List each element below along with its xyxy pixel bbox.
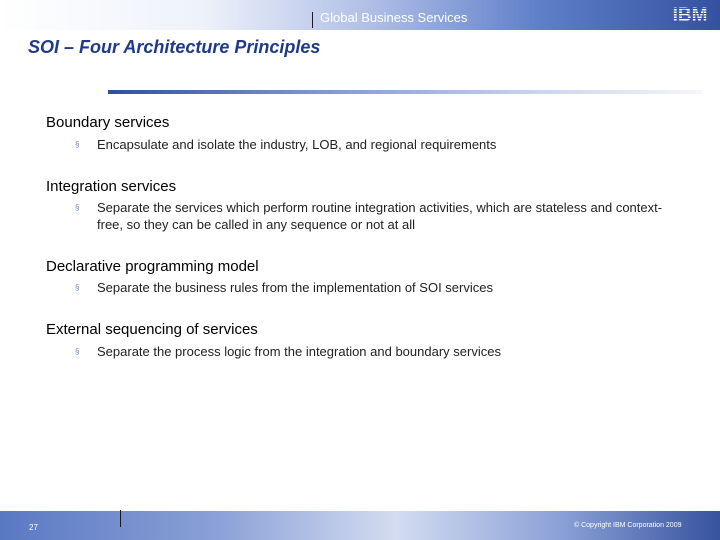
section-point: Encapsulate and isolate the industry, LOB, and regional requirements xyxy=(97,137,497,152)
section-point: Separate the business rules from the implementation of SOI services xyxy=(97,280,493,295)
section-heading-external: External sequencing of services xyxy=(46,321,258,338)
bullet-icon: § xyxy=(75,140,80,149)
title-underline xyxy=(108,90,702,94)
footer-divider xyxy=(120,510,121,527)
section-point: Separate the process logic from the integration and boundary services xyxy=(97,344,501,359)
section-heading-integration: Integration services xyxy=(46,178,177,195)
section-heading-boundary: Boundary services xyxy=(46,114,170,131)
section-point: Separate the services which perform routine integration activities, which are stateless and context-free, so they can be called in any sequence or not at all xyxy=(97,200,663,232)
ibm-logo-icon xyxy=(666,4,714,24)
page-number: 27 xyxy=(29,523,38,532)
svg-text:IBM: IBM xyxy=(672,5,708,24)
header-divider xyxy=(312,12,313,28)
bullet-icon: § xyxy=(75,347,80,356)
bullet-icon: § xyxy=(75,203,80,212)
bullet-icon: § xyxy=(75,283,80,292)
division-label: Global Business Services xyxy=(320,10,468,25)
section-heading-declarative: Declarative programming model xyxy=(46,258,259,275)
slide-title: SOI – Four Architecture Principles xyxy=(28,37,321,57)
copyright-notice: © Copyright IBM Corporation 2009 xyxy=(574,522,682,529)
